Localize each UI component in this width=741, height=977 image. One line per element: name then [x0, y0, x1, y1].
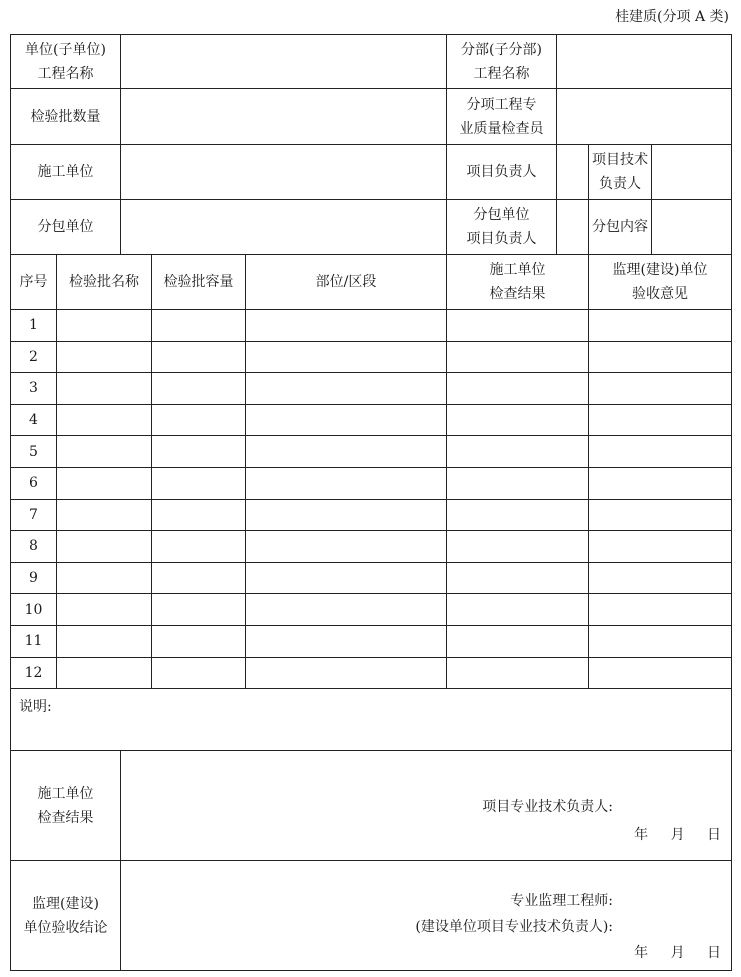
row-batch-capacity[interactable]: [152, 657, 246, 689]
row-location[interactable]: [246, 341, 447, 373]
row-batch-capacity[interactable]: [152, 310, 246, 342]
col-header-batch-name: 检验批名称: [57, 255, 152, 310]
table-row: [11, 499, 732, 531]
row-batch-name[interactable]: [57, 436, 152, 468]
inspector-label: 分项工程专 业质量检查员: [447, 89, 557, 145]
header-row-contractor: [11, 145, 732, 200]
row-location[interactable]: [246, 404, 447, 436]
table-row: [11, 341, 732, 373]
row-contractor-result[interactable]: [447, 625, 589, 657]
row-location[interactable]: [246, 594, 447, 626]
sub-content-label: 分包内容: [589, 200, 652, 255]
note-label[interactable]: 说明:: [11, 689, 732, 751]
row-location[interactable]: [246, 467, 447, 499]
row-supervisor-opinion[interactable]: [589, 436, 732, 468]
owner-signer-label: (建设单位项目专业技术负责人):: [415, 919, 614, 936]
col-header-location: 部位/区段: [246, 255, 447, 310]
row-batch-capacity[interactable]: [152, 341, 246, 373]
supervisor-date: [616, 941, 721, 965]
row-batch-name[interactable]: [57, 531, 152, 563]
row-batch-capacity[interactable]: [152, 436, 246, 468]
contractor-value[interactable]: [121, 145, 447, 200]
header-row-subcontractor: [11, 200, 732, 255]
row-batch-name[interactable]: [57, 625, 152, 657]
tech-lead-value[interactable]: [652, 145, 732, 200]
row-batch-name[interactable]: [57, 341, 152, 373]
row-location[interactable]: [246, 499, 447, 531]
row-contractor-result[interactable]: [447, 310, 589, 342]
row-index: 12: [11, 657, 57, 689]
row-batch-name[interactable]: [57, 499, 152, 531]
row-batch-name[interactable]: [57, 310, 152, 342]
row-index: 2: [11, 341, 57, 373]
row-index: 11: [11, 625, 57, 657]
row-batch-capacity[interactable]: [152, 404, 246, 436]
row-contractor-result[interactable]: [447, 436, 589, 468]
header-row-project: [11, 35, 732, 89]
column-header-row: [11, 255, 732, 310]
pm-label: 项目负责人: [447, 145, 557, 200]
unit-project-label: 单位(子单位) 工程名称: [11, 35, 121, 89]
contractor-result-row: [11, 751, 732, 861]
row-batch-capacity[interactable]: [152, 467, 246, 499]
table-row: [11, 467, 732, 499]
sub-pm-value[interactable]: [557, 200, 589, 255]
subcontractor-label: 分包单位: [11, 200, 121, 255]
row-contractor-result[interactable]: [447, 562, 589, 594]
date-month: 月: [670, 827, 685, 844]
row-location[interactable]: [246, 373, 447, 405]
table-row: [11, 657, 732, 689]
tech-lead-label: 项目技术 负责人: [589, 145, 652, 200]
row-batch-capacity[interactable]: [152, 531, 246, 563]
contractor-date: [616, 823, 721, 847]
table-row: [11, 373, 732, 405]
subcontractor-value[interactable]: [121, 200, 447, 255]
row-contractor-result[interactable]: [447, 467, 589, 499]
unit-project-value[interactable]: [121, 35, 447, 89]
sub-project-value[interactable]: [557, 35, 732, 89]
row-index: 4: [11, 404, 57, 436]
supervisor-signer-label: 专业监理工程师:: [510, 893, 614, 910]
table-row: [11, 594, 732, 626]
table-row: [11, 562, 732, 594]
contractor-result-label: 施工单位 检查结果: [11, 751, 121, 861]
row-supervisor-opinion[interactable]: [589, 404, 732, 436]
row-supervisor-opinion[interactable]: [589, 625, 732, 657]
row-index: 9: [11, 562, 57, 594]
row-batch-name[interactable]: [57, 562, 152, 594]
sub-content-value[interactable]: [652, 200, 732, 255]
date-year: 年: [634, 827, 649, 844]
row-supervisor-opinion[interactable]: [589, 310, 732, 342]
table-row: [11, 310, 732, 342]
row-location[interactable]: [246, 436, 447, 468]
row-contractor-result[interactable]: [447, 404, 589, 436]
row-contractor-result[interactable]: [447, 341, 589, 373]
row-batch-capacity[interactable]: [152, 594, 246, 626]
col-header-index: 序号: [11, 255, 57, 310]
row-batch-capacity[interactable]: [152, 373, 246, 405]
date-day: 日: [707, 945, 722, 962]
date-month: 月: [670, 945, 685, 962]
row-supervisor-opinion[interactable]: [589, 594, 732, 626]
inspector-value[interactable]: [557, 89, 732, 145]
col-header-batch-capacity: 检验批容量: [152, 255, 246, 310]
row-supervisor-opinion[interactable]: [589, 499, 732, 531]
date-year: 年: [634, 945, 649, 962]
acceptance-form-table: [10, 34, 732, 971]
row-index: 1: [11, 310, 57, 342]
sub-pm-label: 分包单位 项目负责人: [447, 200, 557, 255]
row-index: 8: [11, 531, 57, 563]
row-supervisor-opinion[interactable]: [589, 657, 732, 689]
supervisor-result-label: 监理(建设) 单位验收结论: [11, 861, 121, 971]
row-contractor-result[interactable]: [447, 499, 589, 531]
row-batch-name[interactable]: [57, 594, 152, 626]
pm-value[interactable]: [557, 145, 589, 200]
table-row: [11, 531, 732, 563]
row-contractor-result[interactable]: [447, 594, 589, 626]
batch-count-label: 检验批数量: [11, 89, 121, 145]
row-location[interactable]: [246, 625, 447, 657]
row-contractor-result[interactable]: [447, 531, 589, 563]
contractor-signer-label: 项目专业技术负责人:: [482, 799, 614, 816]
contractor-label: 施工单位: [11, 145, 121, 200]
row-batch-capacity[interactable]: [152, 625, 246, 657]
table-row: [11, 625, 732, 657]
supervisor-result-cell[interactable]: [121, 861, 732, 971]
row-location[interactable]: [246, 310, 447, 342]
row-location[interactable]: [246, 657, 447, 689]
row-supervisor-opinion[interactable]: [589, 341, 732, 373]
row-supervisor-opinion[interactable]: [589, 467, 732, 499]
row-location[interactable]: [246, 562, 447, 594]
table-row: [11, 436, 732, 468]
row-batch-name[interactable]: [57, 657, 152, 689]
date-day: 日: [707, 827, 722, 844]
row-supervisor-opinion[interactable]: [589, 562, 732, 594]
form-code: 桂建质(分项 A 类): [615, 9, 729, 25]
row-index: 10: [11, 594, 57, 626]
row-location[interactable]: [246, 531, 447, 563]
row-index: 5: [11, 436, 57, 468]
row-index: 7: [11, 499, 57, 531]
row-index: 3: [11, 373, 57, 405]
row-supervisor-opinion[interactable]: [589, 373, 732, 405]
supervisor-result-row: [11, 861, 732, 971]
col-header-supervisor-opinion: 监理(建设)单位 验收意见: [589, 255, 732, 310]
row-batch-capacity[interactable]: [152, 562, 246, 594]
contractor-result-cell[interactable]: [121, 751, 732, 861]
row-contractor-result[interactable]: [447, 657, 589, 689]
table-row: [11, 404, 732, 436]
data-rows: [11, 310, 732, 689]
row-batch-name[interactable]: [57, 373, 152, 405]
row-supervisor-opinion[interactable]: [589, 531, 732, 563]
row-batch-name[interactable]: [57, 467, 152, 499]
header-row-batch: [11, 89, 732, 145]
row-batch-name[interactable]: [57, 404, 152, 436]
col-header-contractor-result: 施工单位 检查结果: [447, 255, 589, 310]
sub-project-label: 分部(子分部) 工程名称: [447, 35, 557, 89]
row-contractor-result[interactable]: [447, 373, 589, 405]
row-index: 6: [11, 467, 57, 499]
note-row: [11, 689, 732, 751]
batch-count-value[interactable]: [121, 89, 447, 145]
row-batch-capacity[interactable]: [152, 499, 246, 531]
